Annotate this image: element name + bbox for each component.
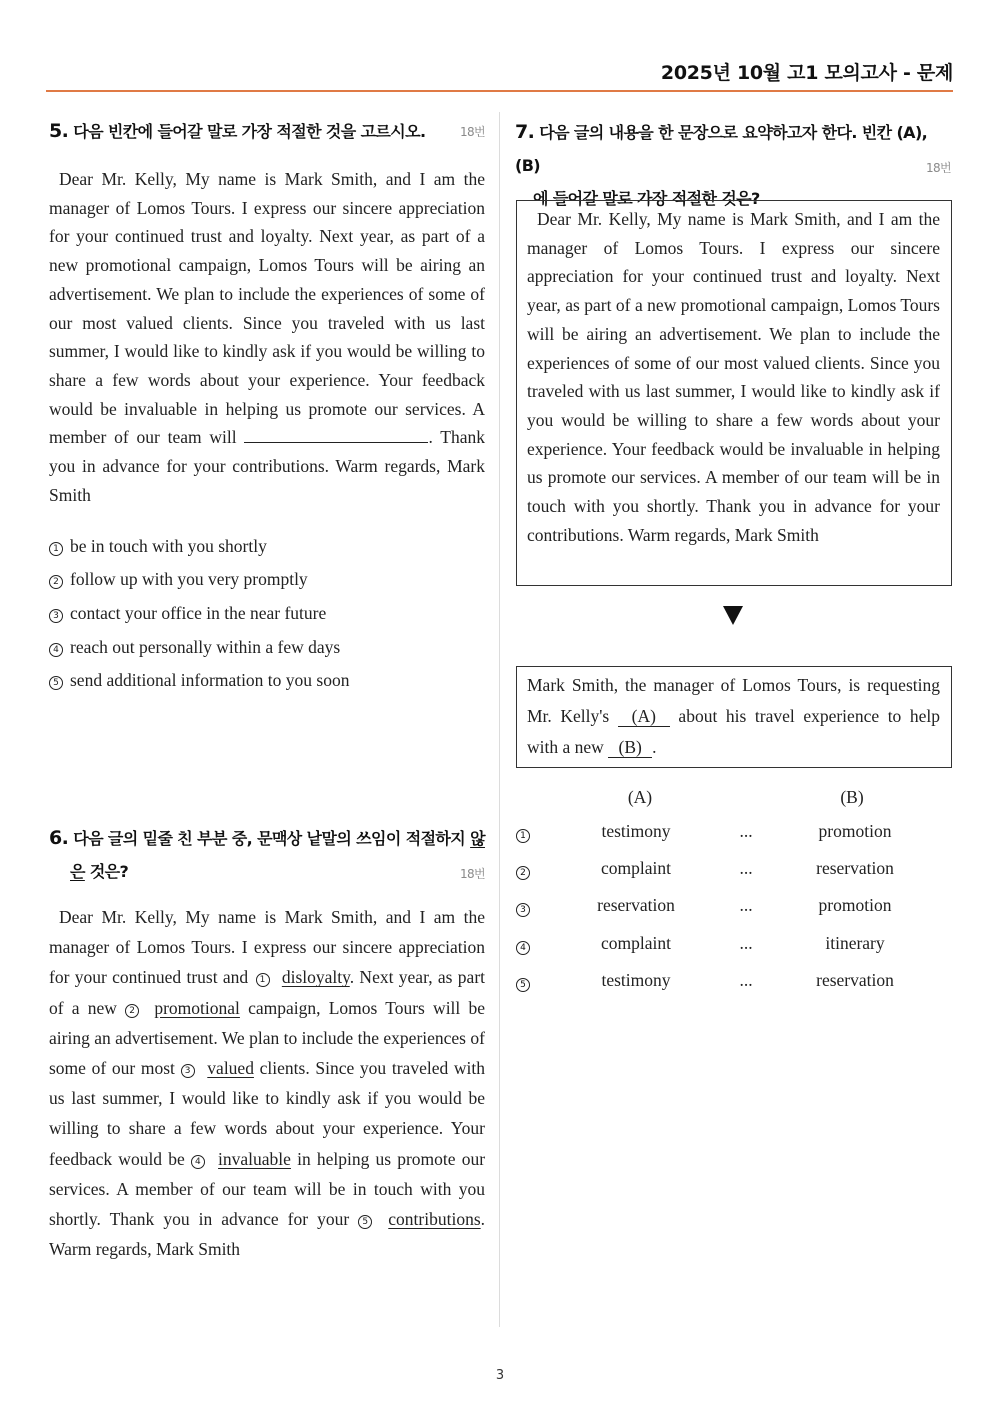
question-5-title — [49, 118, 485, 144]
circled-number-icon: 1 — [49, 542, 63, 556]
choice-text: reach out personally within a few days — [70, 637, 341, 657]
choice-2[interactable] — [49, 569, 308, 590]
circled-number-icon: 2 — [125, 1004, 139, 1018]
passage-text: Dear Mr. Kelly, My name is Mark Smith, and I am the manager of Lomos Tours. I express our sincere appreciation for your continued trust and loyalty. Next year, as part of a new promotional campaign, Lomos Tours will be airing an advertisement. We plan to include the experiences of some of our most valued clients. Since you traveled with us last summer, I would like to kindly ask if you would be willing to share a few words about your experience. Your feedback would be invaluable in helping us promote our services. A member of our team will be in touch with you shortly. Thank you in advance for your contributions. Warm regards, Mark Smith — [527, 209, 940, 545]
page-header — [46, 58, 953, 92]
circled-number-icon: 3 — [181, 1064, 195, 1078]
passage-text: in helping us promote our services. A member of our team will be in touch with you shortly. Thank you in advance for your — [49, 1148, 486, 1230]
column-divider — [499, 112, 500, 1327]
circled-number-icon: 3 — [516, 903, 530, 917]
option-b: reservation — [816, 858, 894, 878]
option-b: promotion — [818, 895, 892, 915]
circled-number-icon: 5 — [49, 676, 63, 690]
question-6 — [49, 822, 486, 1260]
passage-text: campaign, Lomos Tours will be airing an advertisement. We plan to include the experiences of some of our most — [49, 997, 486, 1079]
passage-text-after: . Thank you in advance for your contributions. Warm regards, Mark Smith — [49, 427, 485, 505]
summary-text: about his travel experience to help with a new — [527, 706, 941, 757]
option-a: reservation — [597, 895, 675, 915]
question-instruction-cont: 것은? — [84, 862, 129, 881]
passage-text: . Next year, as part of a new — [49, 967, 486, 1018]
option-a: complaint — [601, 933, 671, 953]
exam-title: 2025년 10월 고1 모의고사 - 문제 — [660, 62, 953, 84]
summary-text: . — [652, 737, 657, 757]
option-a: complaint — [601, 858, 671, 878]
q7-passage — [527, 205, 940, 549]
summary-text: Mark Smith, the manager of Lomos Tours, is requesting Mr. Kelly's — [527, 675, 940, 726]
circled-number-icon: 4 — [191, 1155, 205, 1169]
choice-text: send additional information to you soon — [70, 670, 350, 690]
circled-number-icon: 2 — [49, 575, 63, 589]
option-separator: ... — [739, 821, 753, 841]
question-instruction-cont: 에 들어갈 말로 가장 적절한 것은? — [533, 189, 760, 208]
option-b: itinerary — [825, 933, 885, 953]
question-instruction: 다음 글의 밑줄 친 부분 중, 문맥상 낱말의 쓰임이 적절하지 — [73, 829, 471, 848]
question-source: 18번 — [925, 161, 951, 175]
blank-b: (B) — [608, 737, 652, 758]
question-number: 7. — [515, 121, 535, 143]
emphasis-underline: 않 — [470, 829, 485, 848]
question-instruction: 다음 글의 내용을 한 문장으로 요약하고자 한다. 빈칸 (A), (B) — [515, 123, 928, 175]
option-a: testimony — [601, 970, 671, 990]
option-separator: ... — [739, 858, 753, 878]
passage-text: clients. Since you traveled with us last summer, I would like to kindly ask if you would be willing to share a few words about your experience. Your feedback would be — [49, 1058, 486, 1169]
passage-text: . Warm regards, Mark Smith — [49, 1209, 486, 1260]
circled-number-icon: 1 — [256, 973, 270, 987]
blank-a: (A) — [618, 706, 670, 727]
q7-passage-box — [516, 200, 952, 586]
option-separator: ... — [739, 970, 753, 990]
option-a: testimony — [601, 821, 671, 841]
q7-summary — [527, 670, 940, 763]
question-number: 5. — [49, 120, 69, 142]
page-number: 3 — [495, 1368, 505, 1383]
circled-number-icon: 3 — [49, 609, 63, 623]
option-separator: ... — [739, 895, 753, 915]
question-number: 6. — [49, 827, 69, 849]
circled-number-icon: 5 — [358, 1215, 372, 1229]
option-separator: ... — [739, 933, 753, 953]
column-header-b: (B) — [840, 787, 864, 807]
underlined-word: disloyalty — [281, 967, 350, 988]
choice-1[interactable] — [49, 536, 267, 557]
circled-number-icon: 2 — [516, 866, 530, 880]
down-arrow-icon — [723, 606, 743, 625]
choice-text: follow up with you very promptly — [70, 569, 308, 589]
choice-5[interactable] — [49, 670, 349, 691]
underlined-word: contributions — [388, 1209, 481, 1230]
passage-text: Dear Mr. Kelly, My name is Mark Smith, and I am the manager of Lomos Tours. I express our sincere appreciation for your continued trust and — [49, 907, 485, 988]
circled-number-icon: 5 — [516, 978, 530, 992]
question-source: 18번 — [459, 867, 485, 881]
choice-3[interactable] — [49, 603, 326, 624]
q7-summary-box — [516, 666, 952, 768]
passage-text-before: Dear Mr. Kelly, My name is Mark Smith, and I am the manager of Lomos Tours. I express our sincere appreciation for your continued trust and loyalty. Next year, as part of a new promotional campaign, Lomos Tours will be airing an advertisement. We plan to include the experiences of some of our most valued clients. Since you traveled with us last summer, I would like to kindly ask if you would be willing to share a few words about your experience. Your feedback would be invaluable in helping us promote our services. A member of our team will — [49, 169, 485, 448]
circled-number-icon: 4 — [49, 643, 63, 657]
circled-number-icon: 1 — [516, 829, 530, 843]
circled-number-icon: 4 — [516, 941, 530, 955]
choice-text: be in touch with you shortly — [70, 536, 267, 556]
question-source: 18번 — [459, 125, 485, 139]
option-b: promotion — [818, 821, 892, 841]
question-6-passage — [49, 902, 485, 1264]
underlined-word: promotional — [154, 997, 240, 1018]
choice-4[interactable] — [49, 637, 340, 658]
answer-blank — [244, 424, 428, 443]
choice-text: contact your office in the near future — [70, 603, 327, 623]
column-header-a: (A) — [627, 787, 653, 807]
question-6-title — [49, 822, 485, 888]
option-b: reservation — [816, 970, 894, 990]
question-5 — [49, 118, 485, 690]
emphasis-underline: 은 — [70, 862, 85, 881]
question-5-passage — [49, 165, 485, 509]
underlined-word: valued — [207, 1058, 254, 1079]
underlined-word: invaluable — [218, 1148, 291, 1169]
question-instruction: 다음 빈칸에 들어갈 말로 가장 적절한 것을 고르시오. — [73, 122, 426, 141]
